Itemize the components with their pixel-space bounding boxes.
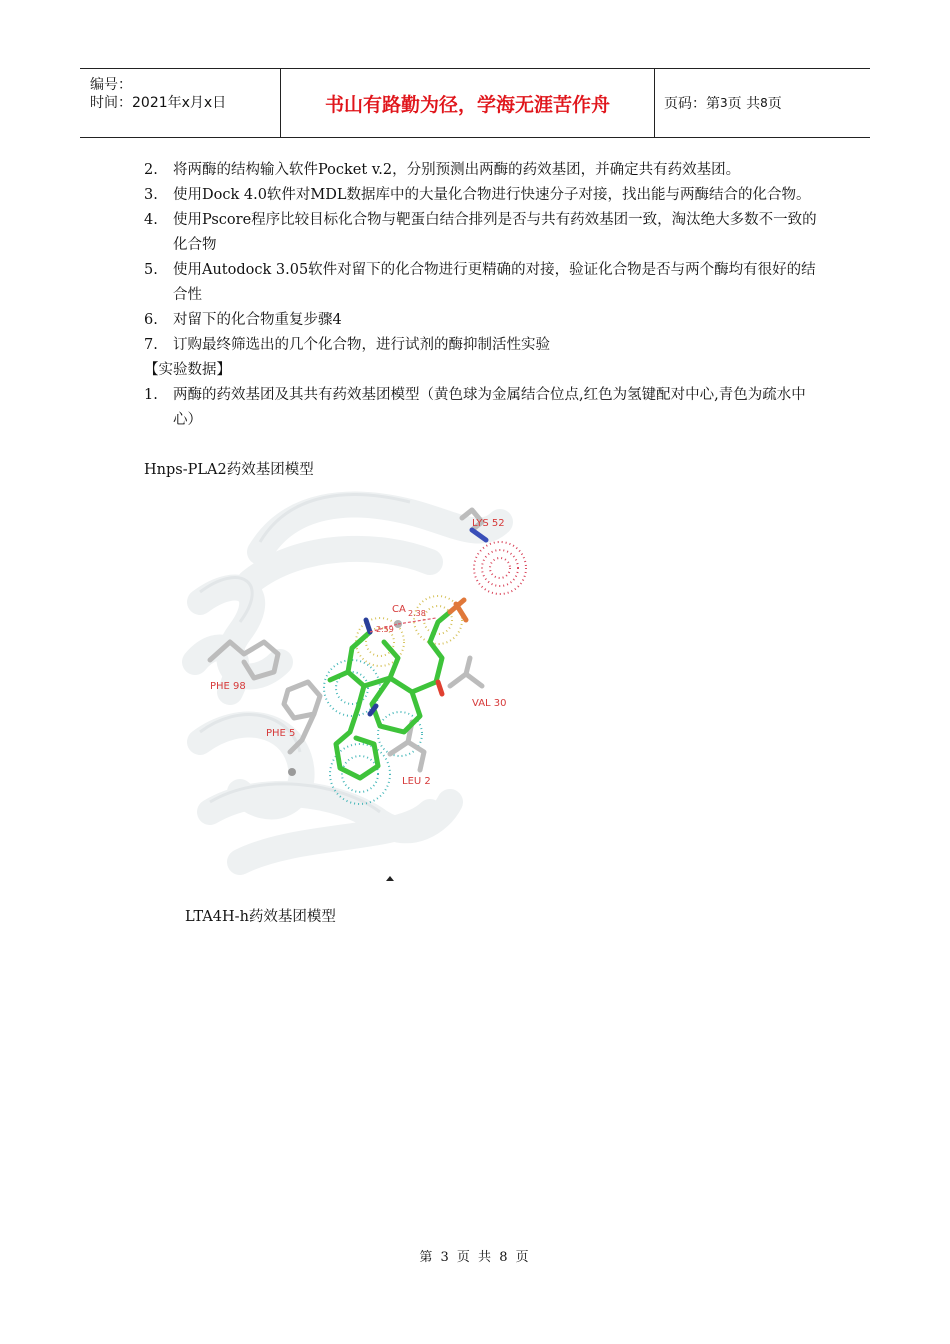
page-total: 8: [760, 96, 768, 110]
label-distance-2: 2.59: [376, 625, 394, 634]
step-item: [144, 258, 824, 308]
label-val30: VAL 30: [472, 698, 507, 709]
page-end: 页: [767, 96, 782, 112]
page-footer: 第 3 页 共 8 页: [419, 1250, 531, 1265]
step-number: 3.: [144, 187, 158, 203]
step-text: 使用Pscore程序比较目标化合物与靶蛋白结合排列是否与共有药效基团一致，淘汰绝大多数不一致的化合物: [173, 212, 817, 253]
page-label: 页码：第: [664, 96, 720, 112]
label-lys52: LYS 52: [472, 518, 505, 529]
step-number: 6.: [144, 312, 158, 328]
data-item-text: 两酶的药效基团及其共有药效基团模型（黄色球为金属结合位点,红色为氢键配对中心,青色为疏水中心）: [173, 387, 806, 428]
figure-caption-hnps: Hnps-PLA2药效基团模型: [144, 462, 314, 478]
serial-label: 编号：: [90, 77, 132, 93]
header-motto: 书山有路勤为径，学海无涯苦作舟: [281, 69, 655, 137]
step-item: [144, 333, 824, 358]
data-item: [144, 383, 824, 433]
figure-caption-lta4h: LTA4H-h药效基团模型: [185, 909, 336, 925]
label-phe98: PHE 98: [210, 681, 246, 692]
header-page-number: [664, 69, 870, 137]
label-phe5: PHE 5: [266, 728, 296, 739]
document-body: [144, 158, 824, 433]
step-item: [144, 308, 824, 333]
step-item: [144, 208, 824, 258]
label-leu2: LEU 2: [402, 776, 431, 787]
step-text: 使用Dock 4.0软件对MDL数据库中的大量化合物进行快速分子对接，找出能与两酶结合的化合物。: [173, 187, 811, 203]
step-number: 2.: [144, 162, 158, 178]
page-mid: 页 共: [727, 96, 761, 112]
page-header: [80, 68, 870, 138]
step-text: 使用Autodock 3.05软件对留下的化合物进行更精确的对接，验证化合物是否与两个酶均有很好的结合性: [173, 262, 816, 303]
water-atom: [288, 768, 296, 776]
step-number: 7.: [144, 337, 158, 353]
step-text: 订购最终筛选出的几个化合物，进行试剂的酶抑制活性实验: [173, 337, 550, 353]
pharmacophore-figure: [180, 482, 530, 882]
time-label: 时间：2021年x月x日: [90, 95, 227, 111]
step-number: 4.: [144, 212, 158, 228]
label-distance-1: 2.38: [408, 609, 426, 618]
section-title: 【实验数据】: [144, 362, 231, 378]
step-item: [144, 183, 824, 208]
label-ca: CA: [392, 604, 406, 615]
page-current: 3: [720, 96, 728, 110]
step-item: [144, 158, 824, 183]
step-text: 将两酶的结构输入软件Pocket v.2，分别预测出两酶的药效基团，并确定共有药效基团。: [173, 162, 741, 178]
data-item-number: 1.: [144, 387, 158, 403]
header-meta: [80, 69, 281, 137]
step-text: 对留下的化合物重复步骤4: [173, 312, 342, 328]
step-number: 5.: [144, 262, 158, 278]
